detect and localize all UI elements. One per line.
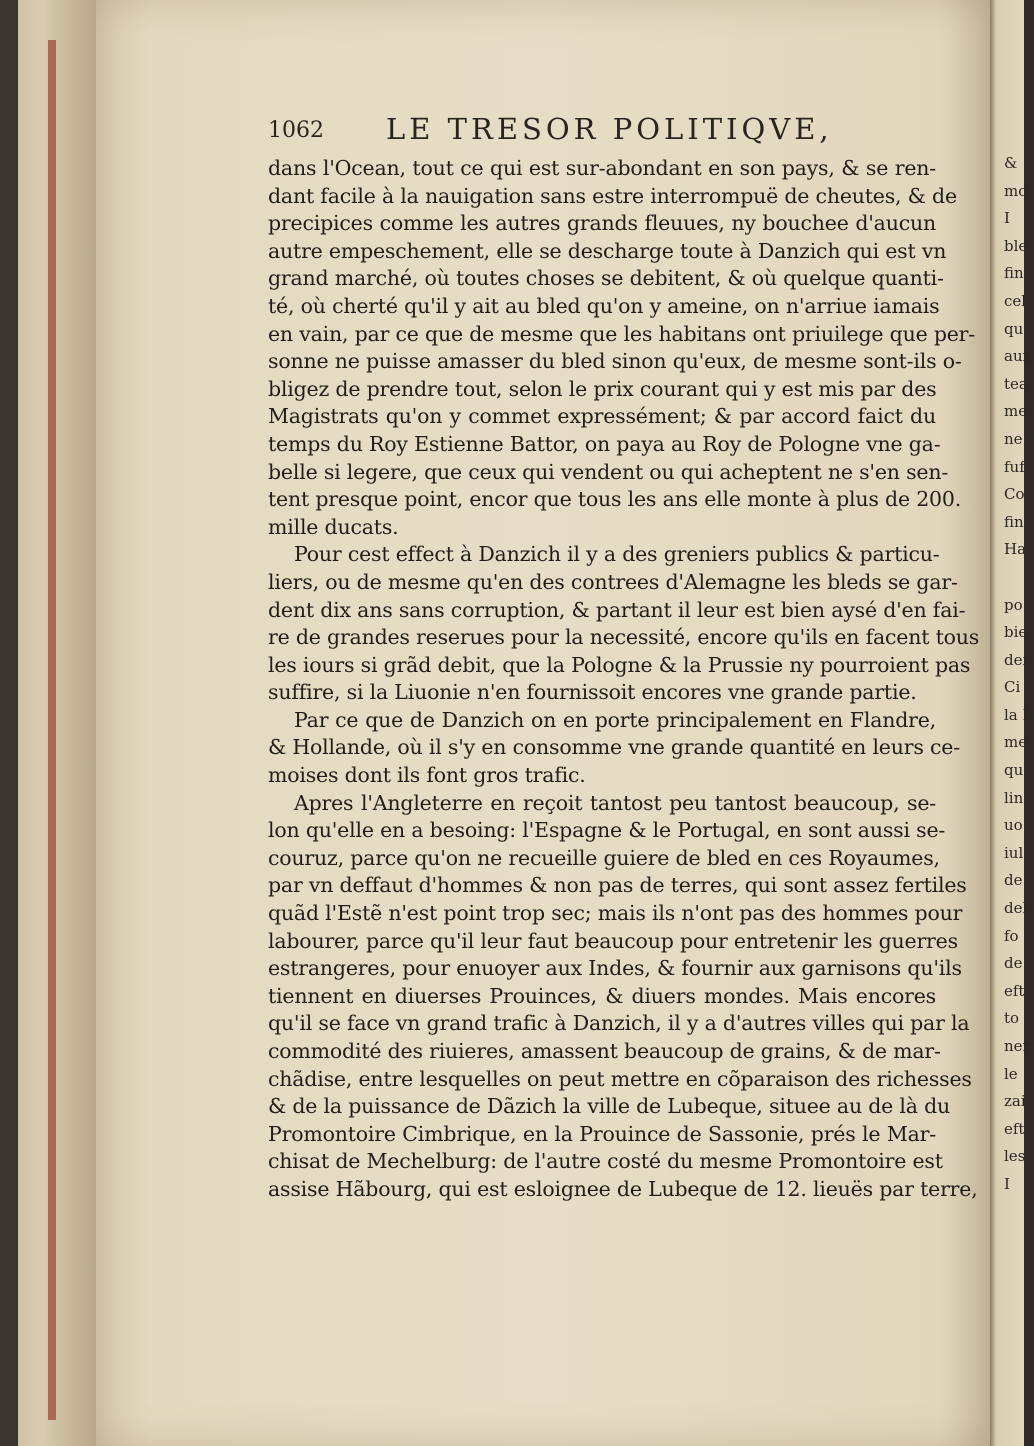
text-line: dans l'Ocean, tout ce qui est sur-abondant en son pays, & se ren- [268,156,936,180]
margin-fragment: lin [1004,788,1024,807]
text-line: precipices comme les autres grands fleuues, ny bouchee d'aucun [268,211,936,236]
margin-fragment: les [1004,1147,1026,1166]
margin-fragment: me [1004,733,1028,752]
text-line: autre empeschement, elle se descharge toute à Danzich qui est vn [268,238,947,263]
text-line: Promontoire Cimbrique, en la Prouince de Sassonie, prés le Mar- [268,1121,936,1146]
margin-fragment: zai [1004,1092,1026,1111]
margin-fragment: ner [1004,1037,1030,1055]
margin-fragment: mo [1004,181,1028,200]
margin-fragment: cel [1004,291,1027,310]
text-line: re de grandes reserues pour la necessité, encore qu'ils en facent tous [268,625,980,650]
margin-fragment: I [1004,1174,1010,1193]
margin-fragment: tea [1004,374,1028,393]
margin-fragment: qu [1004,319,1024,338]
text-line: labourer, parce qu'il leur faut beaucoup pour entretenir les guerres [268,928,958,953]
text-line: en vain, par ce que de mesme que les habitans ont priuilege que per- [268,321,976,346]
text-line: suffire, si la Liuonie n'en fournissoit encores vne grande partie. [268,680,917,705]
margin-fragment: de [1004,871,1023,890]
text-line: lon qu'elle en a besoing: l'Espagne & le Portugal, en sont aussi se- [268,818,946,843]
text-line: & Hollande, où il s'y en consomme vne grande quantité en leurs ce- [268,735,960,760]
margin-fragment: eft [1004,981,1025,1000]
margin-fragment: de [1004,954,1023,973]
text-line: tent presque point, encor que tous les ans elle monte à plus de 200. [268,487,962,512]
running-title: LE TRESOR POLITIQVE, [386,112,833,146]
margin-fragment: po [1004,595,1023,614]
margin-fragment: aux [1004,347,1032,366]
page-header [268,112,928,152]
text-line: par vn deffaut d'hommes & non pas de terres, qui sont assez fertiles [268,873,967,898]
text-line: Pour cest effect à Danzich il y a des greniers publics & particu- [294,542,940,567]
text-line: Apres l'Angleterre en reçoit tantost peu tantost beaucoup, se- [294,790,936,815]
text-line: sonne ne puisse amasser du bled sinon qu'eux, de mesme sont-ils o- [268,349,962,374]
margin-fragment: Co [1004,485,1025,504]
text-line: Magistrats qu'on y commet expressément; & par accord faict du [268,404,936,429]
margin-fragment: qu [1004,761,1024,780]
margin-fragment: la I [1004,705,1029,724]
text-line: belle si legere, que ceux qui vendent ou qui acheptent ne s'en sen- [268,459,949,484]
margin-fragment: fin [1004,264,1024,283]
page-number: 1062 [268,118,324,143]
body-text [268,155,980,1204]
book-page-edges [18,0,98,1446]
margin-fragment: del [1004,899,1028,918]
text-line: quãd l'Estẽ n'est point trop sec; mais ils n'ont pas des hommes pour [268,901,963,926]
text-line: chisat de Mechelburg: de l'autre costé du mesme Promontoire est [268,1149,943,1174]
text-line: chãdise, entre lesquelles on peut mettre en cõparaison des richesses [268,1066,972,1091]
text-line: moises dont ils font gros trafic. [268,763,586,788]
margin-fragment: ble [1004,236,1028,255]
text-line: mille ducats. [268,514,399,539]
text-line: estrangeres, pour enuoyer aux Indes, & fournir aux garnisons qu'ils [268,956,962,981]
text-line: dent dix ans sans corruption, & partant il leur est bien aysé d'en fai- [268,597,966,622]
margin-fragment: Ha [1004,540,1027,559]
facing-page-fragments [1004,150,1034,1199]
margin-fragment: me [1004,402,1028,421]
text-line: té, où cherté qu'il y ait au bled qu'on y ameine, on n'arriue iamais [268,293,940,318]
text-line: liers, ou de mesme qu'en des contrees d'Alemagne les bleds se gar- [268,569,958,594]
text-line: les iours si grãd debit, que la Pologne & la Prussie ny pourroient pas [268,652,971,677]
margin-fragment: & [1004,154,1018,172]
text-line: Par ce que de Danzich on en porte principalement en Flandre, [294,707,936,732]
text-line: couruz, parce qu'on ne recueille guiere de bled en ces Royaumes, [268,845,940,870]
margin-fragment: def [1004,650,1029,669]
text-line: grand marché, où toutes choses se debitent, & où quelque quanti- [268,266,944,291]
margin-fragment: fo [1004,926,1019,945]
margin-fragment: fin [1004,512,1024,531]
margin-fragment: iul [1004,843,1024,862]
text-line: temps du Roy Estienne Battor, on paya au Roy de Pologne vne ga- [268,431,941,456]
margin-fragment: bie [1004,623,1028,642]
margin-fragment [1004,564,1034,592]
text-line: qu'il se face vn grand trafic à Danzich, il y a d'autres villes qui par la [268,1011,970,1036]
margin-fragment: uo [1004,816,1023,835]
text-line: commodité des riuieres, amassent beaucoup de grains, & de mar- [268,1039,941,1063]
margin-fragment: to [1004,1009,1020,1028]
margin-fragment: Ci [1004,678,1021,697]
text-line: assise Hãbourg, qui est esloignee de Lubeque de 12. lieuës par terre, [268,1176,978,1201]
margin-fragment: eft [1004,1119,1025,1138]
margin-fragment: le [1004,1064,1018,1083]
text-line: bligez de prendre tout, selon le prix courant qui y est mis par des [268,376,937,401]
text-line: & de la puissance de Dãzich la ville de Lubeque, situee au de là du [268,1094,951,1119]
margin-fragment: fuf [1004,457,1025,476]
text-line: tiennent en diuerses Prouinces, & diuers mondes. Mais encores [268,983,936,1008]
margin-fragment: I [1004,209,1010,228]
margin-fragment: ne [1004,429,1023,448]
text-line: dant facile à la nauigation sans estre interrompuë de cheutes, & de [268,183,957,208]
